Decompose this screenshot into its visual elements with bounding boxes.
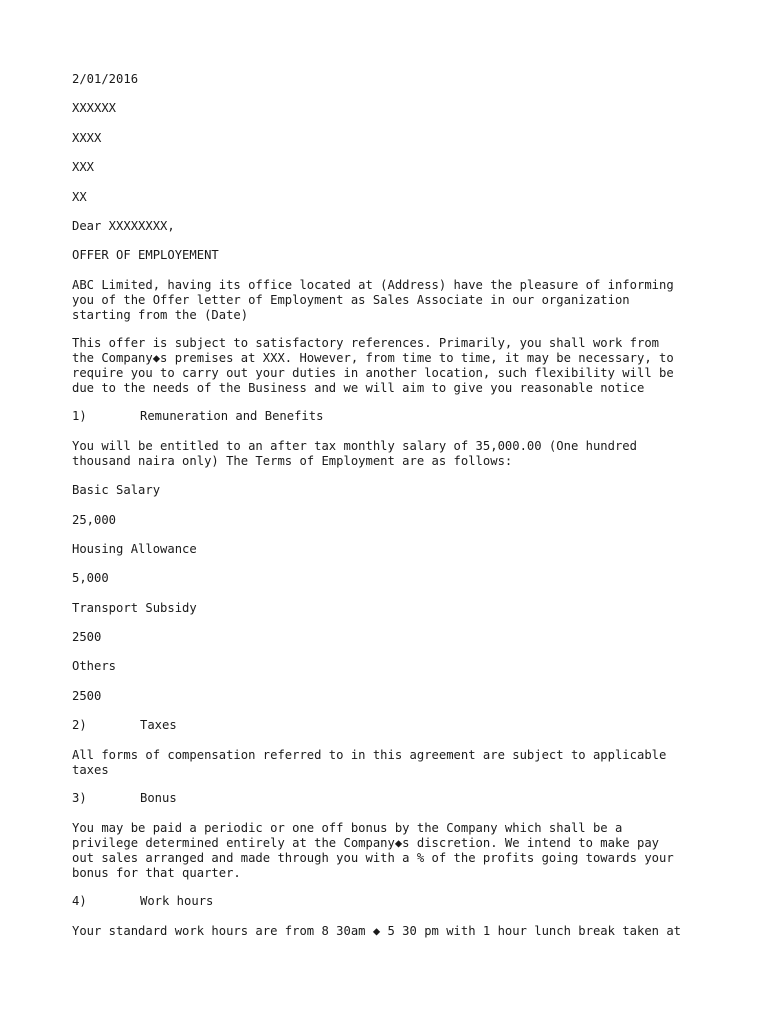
document-page — [72, 0, 702, 1024]
remuneration-paragraph: You will be entitled to an after tax monthly salary of 35,000.00 (One hundred thousand naira only) The Terms of Employment are as follows: — [72, 439, 637, 468]
section-title: Remuneration and Benefits — [140, 409, 324, 423]
bonus-paragraph: You may be paid a periodic or one off bonus by the Company which shall be a privilege determined entirely at the Company◆s discretion. We intend to make pay out sales arranged and made through you with a % of the profits going towards your bonus for that quarter. — [72, 821, 674, 880]
section-heading-remuneration — [72, 409, 702, 424]
compensation-amount-transport: 2500 — [72, 630, 102, 644]
section-title: Taxes — [140, 718, 177, 732]
compensation-label-basic-salary: Basic Salary — [72, 483, 161, 497]
conditions-paragraph: This offer is subject to satisfactory references. Primarily, you shall work from the Company◆s premises at XXX. However, from time to time, it may be necessary, to require you to carry out your duties in another location, such flexibility will be due to the needs of the Business and we will aim to give you reasonable notice — [72, 336, 674, 395]
compensation-label-transport: Transport Subsidy — [72, 601, 197, 615]
section-heading-taxes — [72, 718, 702, 733]
section-heading-bonus — [72, 791, 702, 806]
compensation-label-others: Others — [72, 659, 117, 673]
address-line-4: XX — [72, 190, 87, 204]
section-number: 4) — [72, 894, 87, 908]
letter-date: 2/01/2016 — [72, 72, 139, 86]
section-number: 2) — [72, 718, 87, 732]
section-title: Bonus — [140, 791, 177, 805]
compensation-amount-basic-salary: 25,000 — [72, 513, 117, 527]
letter-subject: OFFER OF EMPLOYEMENT — [72, 248, 219, 262]
section-number: 1) — [72, 409, 87, 423]
compensation-label-housing: Housing Allowance — [72, 542, 197, 556]
address-line-2: XXXX — [72, 131, 102, 145]
address-line-1: XXXXXX — [72, 101, 117, 115]
compensation-amount-housing: 5,000 — [72, 571, 109, 585]
intro-paragraph: ABC Limited, having its office located at (Address) have the pleasure of informing you of the Offer letter of Employment as Sales Associate in our organization starting from the (Date) — [72, 278, 674, 322]
compensation-amount-others: 2500 — [72, 689, 102, 703]
section-number: 3) — [72, 791, 87, 805]
work-hours-paragraph: Your standard work hours are from 8 30am ◆ 5 30 pm with 1 hour lunch break taken at — [72, 924, 682, 938]
section-heading-work-hours — [72, 894, 702, 909]
address-line-3: XXX — [72, 160, 95, 174]
section-title: Work hours — [140, 894, 214, 908]
taxes-paragraph: All forms of compensation referred to in this agreement are subject to applicable taxes — [72, 748, 667, 777]
salutation: Dear XXXXXXXX, — [72, 219, 175, 233]
